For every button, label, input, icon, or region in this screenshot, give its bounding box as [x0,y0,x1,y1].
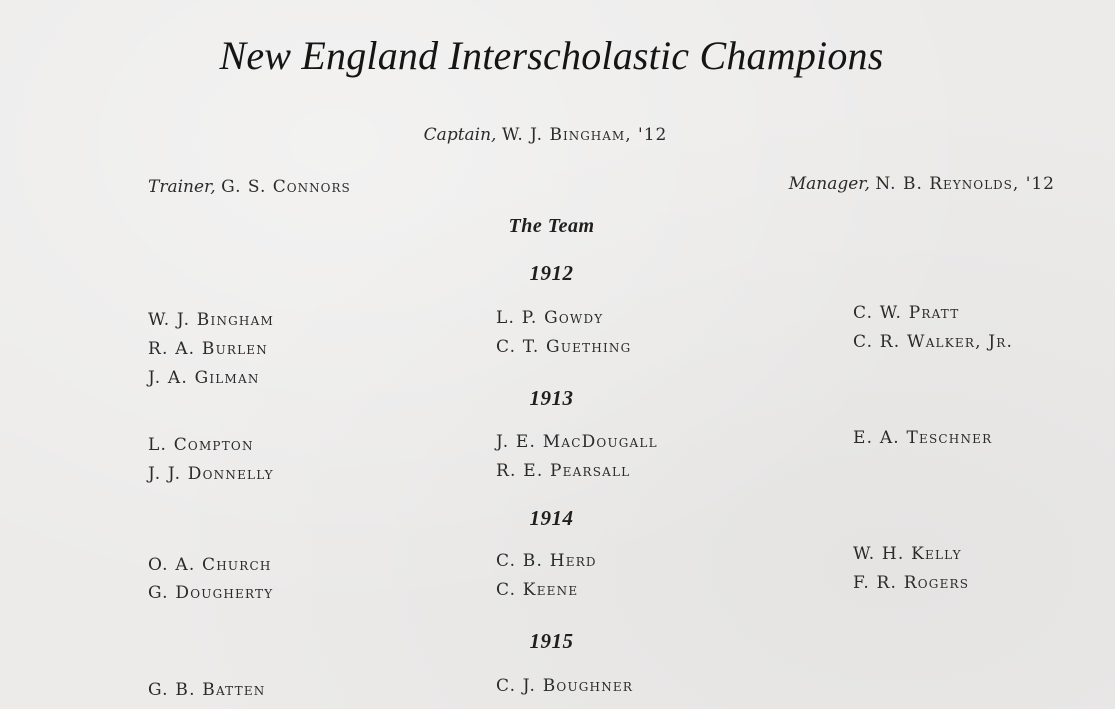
roster-name: C. Keene [496,580,579,600]
roster-name: J. E. MacDougall [496,432,658,452]
roster-name: O. A. Church [148,555,272,575]
year-heading-1914: 1914 [529,506,574,530]
roster-name: G. Dougherty [148,583,274,603]
year-heading-1913: 1913 [529,386,574,410]
roster-name: C. R. Walker, Jr. [853,332,1014,352]
roster-name: E. A. Teschner [853,428,993,448]
captain-line [0,125,1103,145]
team-heading: The Team [508,215,595,237]
manager-line [789,174,1055,194]
manager-name: N. B. Reynolds, '12 [875,174,1055,194]
year-heading-1915: 1915 [529,629,574,653]
roster-name: C. W. Pratt [853,303,960,323]
captain-role-label: Captain, [423,125,497,145]
manager-role-label: Manager, [788,174,870,194]
roster-name: R. A. Burlen [148,339,268,359]
captain-name: W. J. Bingham, '12 [501,125,668,145]
roster-name: L. P. Gowdy [496,308,604,328]
roster-name: C. J. Boughner [496,676,634,696]
year-heading-1912: 1912 [529,261,574,285]
roster-name: R. E. Pearsall [496,461,631,481]
roster-name: W. J. Bingham [148,310,274,330]
trainer-name: G. S. Connors [221,177,351,197]
roster-name: J. A. Gilman [148,368,260,388]
roster-name: G. B. Batten [148,680,266,700]
page-title: New England Interscholastic Champions [219,33,884,78]
roster-name: C. B. Herd [496,551,597,571]
roster-name: L. Compton [148,435,254,455]
trainer-line [148,177,351,197]
roster-name: F. R. Rogers [853,573,970,593]
trainer-role-label: Trainer, [148,177,216,197]
roster-name: W. H. Kelly [853,544,962,564]
roster-name: J. J. Donnelly [148,464,274,484]
roster-name: C. T. Guething [496,337,632,357]
